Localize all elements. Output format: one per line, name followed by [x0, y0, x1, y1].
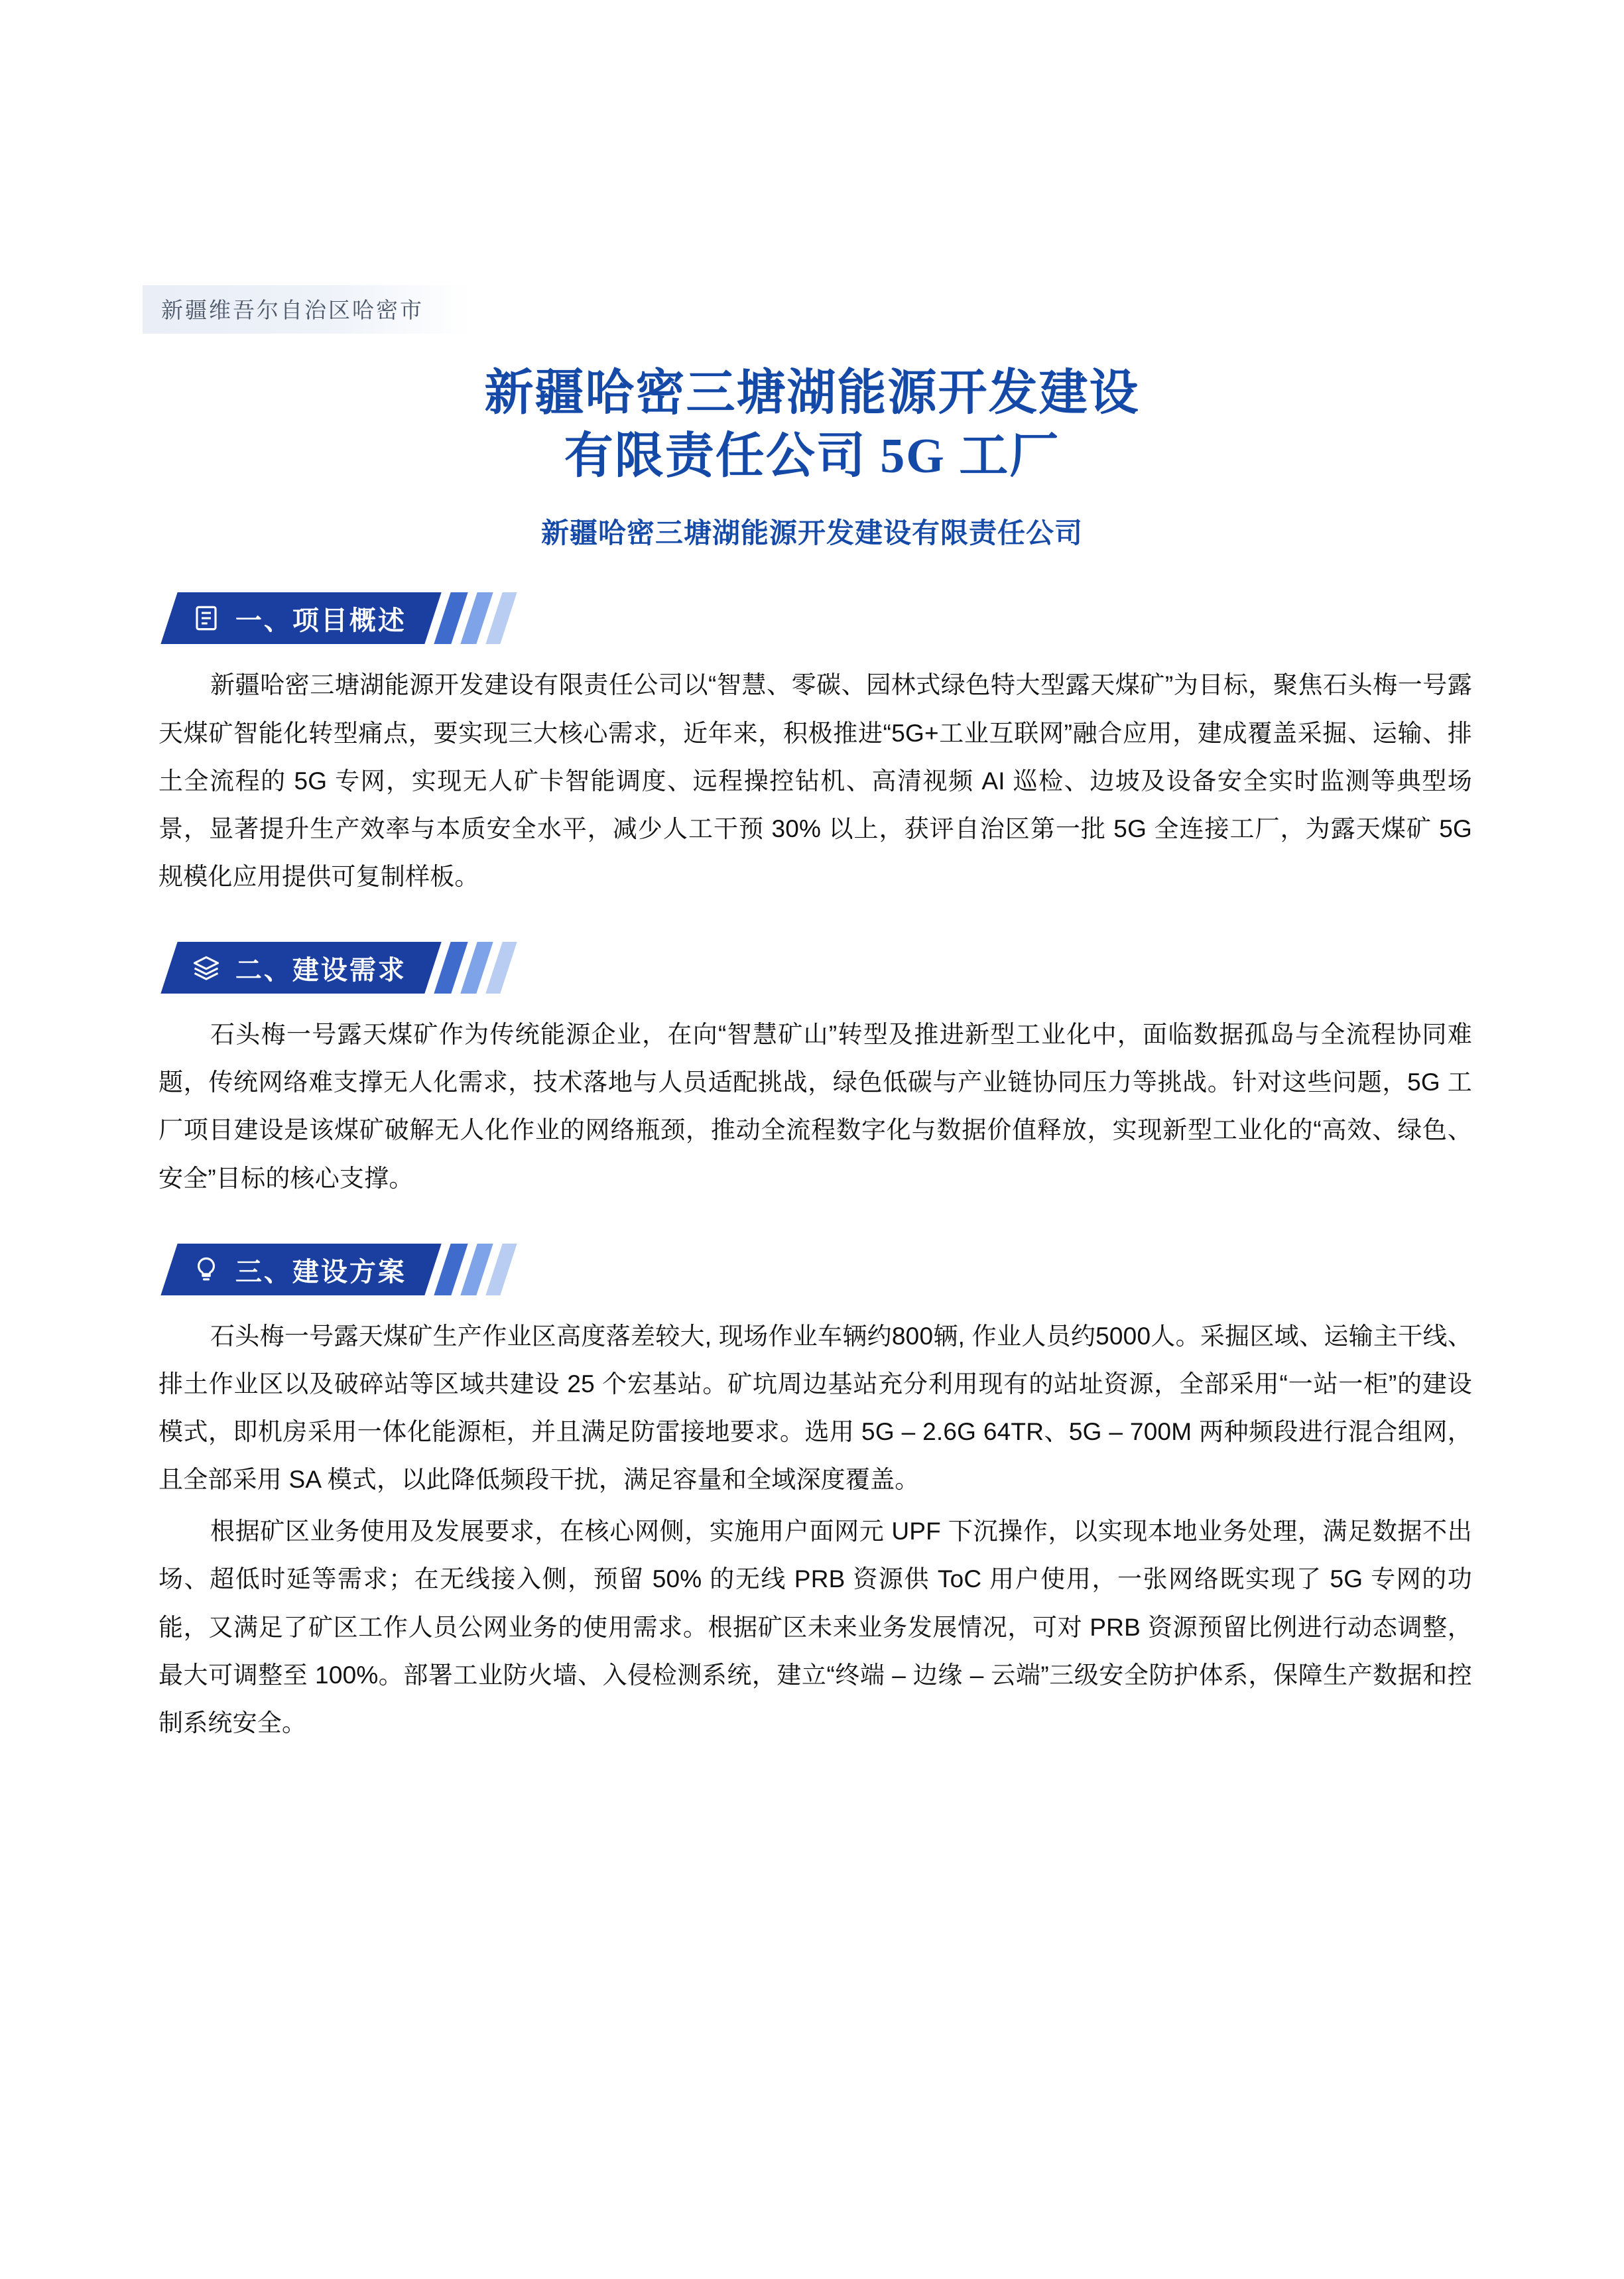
page-title-line2: 有限责任公司 5G 工厂	[564, 428, 1060, 484]
section-header-1-banner	[160, 592, 441, 644]
section-header-1-label: 一、项目概述	[235, 605, 406, 635]
paragraph: 新疆哈密三塘湖能源开发建设有限责任公司以“智慧、零碳、园林式绿色特大型露天煤矿”为目标，聚焦石头梅一号露天煤矿智能化转型痛点，要实现三大核心需求，近年来，积极推进“5G+工业互联网”融合应用，建成覆盖采掘、运输、排土全流程的 5G 专网，实现无人矿卡智能调度、远程操控钻机、高清视频 AI 巡检、边坡及设备安全实时监测等典型场景，显著提升生产效率与本质安全水平，减少人工干预 30% 以上，获评自治区第一批 5G 全连接工厂，为露天煤矿 5G 规模化应用提供可复制样板。	[158, 671, 1472, 890]
region-tag: 新疆维吾尔自治区哈密市	[143, 285, 470, 334]
lightbulb-icon	[192, 1255, 221, 1284]
page-title	[169, 362, 1455, 488]
page-subtitle: 新疆哈密三塘湖能源开发建设有限责任公司	[540, 517, 1083, 549]
page-title-line1: 新疆哈密三塘湖能源开发建设	[484, 366, 1140, 421]
paragraph: 石头梅一号露天煤矿生产作业区高度落差较大, 现场作业车辆约800辆, 作业人员约5000人。采掘区域、运输主干线、排土作业区以及破碎站等区域共建设 25 个宏基站。矿坑周边基站充分利用现有的站址资源，全部采用“一站一柜”的建设模式，即机房采用一体化能源柜，并且满足防雷接地要求。选用 5G – 2.6G 64TR、5G – 700M 两种频段进行混合组网，且全部采用 SA 模式，以此降低频段干扰，满足容量和全域深度覆盖。	[158, 1322, 1472, 1494]
region-tag-container	[143, 285, 1481, 332]
section-header-2-label: 二、建设需求	[235, 954, 406, 985]
section-header-3	[169, 1244, 1481, 1295]
paragraph: 石头梅一号露天煤矿作为传统能源企业，在向“智慧矿山”转型及推进新型工业化中，面临数据孤岛与全流程协同难题，传统网络难支撑无人化需求，技术落地与人员适配挑战，绿色低碳与产业链协同压力等挑战。针对这些问题，5G 工厂项目建设是该煤矿破解无人化作业的网络瓶颈，推动全流程数字化与数据价值释放，实现新型工业化的“高效、绿色、安全”目标的核心支撑。	[158, 1021, 1472, 1192]
document-icon	[192, 604, 221, 633]
section-2-body	[143, 1011, 1481, 1203]
section-header-2-banner	[160, 942, 441, 994]
section-1-body	[143, 661, 1481, 901]
paragraph: 根据矿区业务使用及发展要求，在核心网侧，实施用户面网元 UPF 下沉操作，以实现本地业务处理，满足数据不出场、超低时延等需求；在无线接入侧，预留 50% 的无线 PRB 资源供 ToC 用户使用，一张网络既实现了 5G 专网的功能，又满足了矿区工作人员公网业务的使用需求。根据矿区未来业务发展情况，可对 PRB 资源预留比例进行动态调整，最大可调整至 100%。部署工业防火墙、入侵检测系统，建立“终端 – 边缘 – 云端”三级安全防护体系，保障生产数据和控制系统安全。	[158, 1518, 1472, 1736]
section-header-2	[169, 942, 1481, 994]
layers-icon	[192, 953, 221, 982]
section-3-body	[143, 1313, 1481, 1747]
section-header-1	[169, 592, 1481, 644]
section-header-3-banner	[160, 1244, 441, 1295]
section-header-3-label: 三、建设方案	[235, 1256, 406, 1287]
